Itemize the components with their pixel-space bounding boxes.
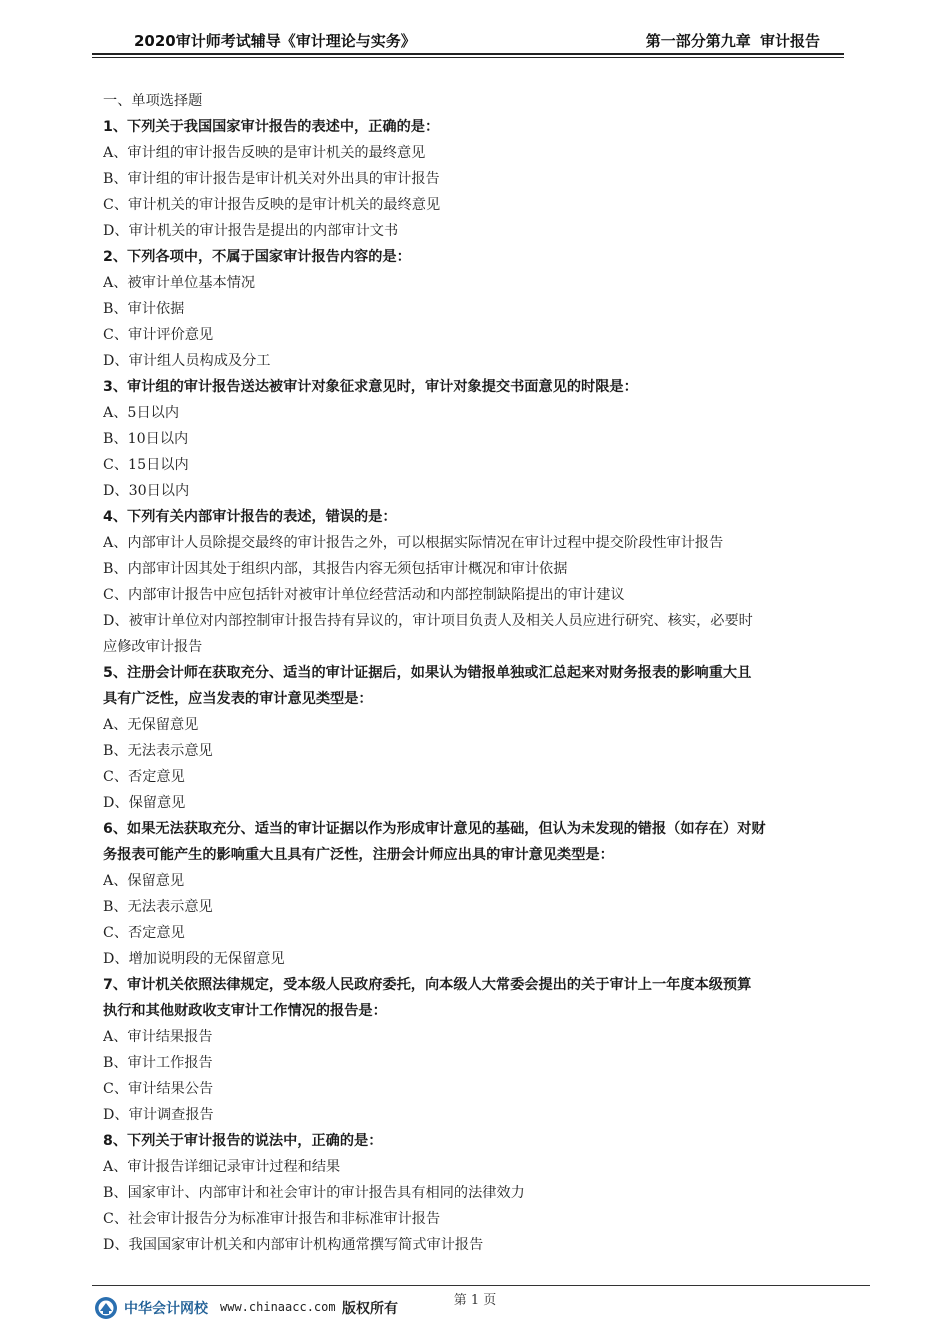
question-6-option-b: B、无法表示意见 (103, 899, 213, 915)
question-3-option-d: D、30日以内 (103, 483, 190, 499)
question-5-option-b: B、无法表示意见 (103, 743, 213, 759)
question-8-option-b: B、国家审计、内部审计和社会审计的审计报告具有相同的法律效力 (103, 1185, 525, 1201)
question-5-option-d: D、保留意见 (103, 795, 186, 811)
question-4-option-d-cont: 应修改审计报告 (103, 639, 203, 655)
question-6-option-c: C、否定意见 (103, 925, 185, 941)
copyright-notice: 版权所有 (342, 1301, 398, 1317)
question-list (103, 88, 855, 1258)
brand-url: www.chinaacc.com (220, 1300, 336, 1314)
header-chapter: 第一部分第九章 审计报告 (645, 32, 820, 50)
question-8-option-d: D、我国国家审计机关和内部审计机构通常撰写简式审计报告 (103, 1237, 484, 1253)
question-6-stem-cont: 务报表可能产生的影响重大且具有广泛性，注册会计师应出具的审计意见类型是： (103, 847, 614, 863)
question-2-option-c: C、审计评价意见 (103, 327, 214, 343)
header-title: 2020审计师考试辅导《审计理论与实务》 (134, 32, 416, 50)
page-number: 第 1 页 (453, 1293, 497, 1308)
question-1-option-c: C、审计机关的审计报告反映的是审计机关的最终意见 (103, 197, 441, 213)
question-6-option-d: D、增加说明段的无保留意见 (103, 951, 285, 967)
question-7-option-d: D、审计调查报告 (103, 1107, 214, 1123)
question-7-option-b: B、审计工作报告 (103, 1055, 213, 1071)
question-7-stem: 7、审计机关依照法律规定，受本级人民政府委托，向本级人大常委会提出的关于审计上一年度本级预算 (103, 977, 752, 993)
question-2-stem: 2、下列各项中，不属于国家审计报告内容的是： (103, 249, 411, 265)
footer-rule (92, 1285, 870, 1286)
question-5-option-a: A、无保留意见 (103, 717, 199, 733)
question-4-stem: 4、下列有关内部审计报告的表述，错误的是： (103, 509, 397, 525)
page-header (92, 30, 844, 52)
question-6-option-a: A、保留意见 (103, 873, 185, 889)
question-7-option-a: A、审计结果报告 (103, 1029, 213, 1045)
question-1-option-a: A、审计组的审计报告反映的是审计机关的最终意见 (103, 145, 426, 161)
question-3-stem: 3、审计组的审计报告送达被审计对象征求意见时，审计对象提交书面意见的时限是： (103, 379, 638, 395)
question-2-option-d: D、审计组人员构成及分工 (103, 353, 271, 369)
question-2-option-a: A、被审计单位基本情况 (103, 275, 256, 291)
question-1-stem: 1、下列关于我国国家审计报告的表述中，正确的是： (103, 119, 440, 135)
question-4-option-a: A、内部审计人员除提交最终的审计报告之外，可以根据实际情况在审计过程中提交阶段性审计报告 (103, 535, 724, 551)
question-3-option-c: C、15日以内 (103, 457, 189, 473)
question-8-stem: 8、下列关于审计报告的说法中，正确的是： (103, 1133, 383, 1149)
question-4-option-b: B、内部审计因其处于组织内部，其报告内容无须包括审计概况和审计依据 (103, 561, 568, 577)
question-5-stem-cont: 具有广泛性，应当发表的审计意见类型是： (103, 691, 373, 707)
question-6-stem: 6、如果无法获取充分、适当的审计证据以作为形成审计意见的基础，但认为未发现的错报（如存在）对财 (103, 821, 766, 837)
question-7-option-c: C、审计结果公告 (103, 1081, 214, 1097)
question-8-option-a: A、审计报告详细记录审计过程和结果 (103, 1159, 341, 1175)
header-rule-thin (92, 57, 844, 58)
question-4-option-c: C、内部审计报告中应包括针对被审计单位经营活动和内部控制缺陷提出的审计建议 (103, 587, 625, 603)
section-title: 一、单项选择题 (103, 93, 203, 109)
question-2-option-b: B、审计依据 (103, 301, 185, 317)
question-7-stem-cont: 执行和其他财政收支审计工作情况的报告是： (103, 1003, 387, 1019)
question-1-option-b: B、审计组的审计报告是审计机关对外出具的审计报告 (103, 171, 440, 187)
question-5-option-c: C、否定意见 (103, 769, 185, 785)
question-1-option-d: D、审计机关的审计报告是提出的内部审计文书 (103, 223, 399, 239)
question-3-option-b: B、10日以内 (103, 431, 189, 447)
question-5-stem: 5、注册会计师在获取充分、适当的审计证据后，如果认为错报单独或汇总起来对财务报表的影响重大且 (103, 665, 752, 681)
question-4-option-d: D、被审计单位对内部控制审计报告持有异议的，审计项目负责人及相关人员应进行研究、核实，必要时 (103, 613, 753, 629)
question-8-option-c: C、社会审计报告分为标准审计报告和非标准审计报告 (103, 1211, 441, 1227)
chinaacc-logo-icon (94, 1296, 118, 1320)
brand-name: 中华会计网校 (124, 1301, 208, 1317)
header-rule-thick (92, 53, 844, 55)
question-3-option-a: A、5日以内 (103, 405, 180, 421)
